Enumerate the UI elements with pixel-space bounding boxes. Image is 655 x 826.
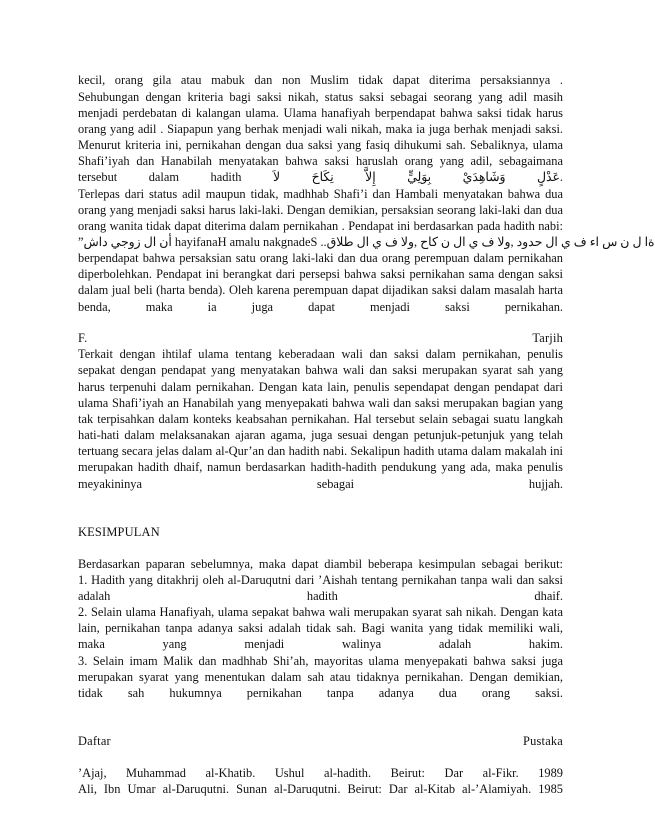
- paragraph-line: Berdasarkan paparan sebelumnya, maka dapat diambil beberapa kesimpulan sebagai berikut:: [78, 557, 563, 571]
- paragraph-line: kecil, orang gila atau mabuk dan non Muslim tidak dapat diterima persaksiannya .: [78, 73, 563, 87]
- conclusion-item: adalah hadith dhaif.: [78, 589, 563, 603]
- section-heading-tarjih: F. Tarjih: [78, 331, 563, 345]
- conclusion-item: 2. Selain ulama Hanafiyah, ulama sepakat bahwa wali merupakan syarat sah nikah. Dengan kata: [78, 605, 563, 619]
- bibliography-entry: ’Ajaj, Muhammad al-Khatib. Ushul al-hadith. Beirut: Dar al-Fikr. 1989: [78, 766, 563, 780]
- paragraph-line: Menurut kriteria ini, pernikahan dengan dua saksi yang fasiq dihukumi sah. Sebaliknya, ulama: [78, 138, 563, 152]
- section-heading-kesimpulan: KESIMPULAN: [78, 525, 160, 539]
- paragraph-line: tersebut dalam hadith عَدْلٍ وَشَاهِدَيْ بِوَلِيٍّ إِلاَّ نِكَاحَ لاَ.: [78, 170, 564, 184]
- conclusion-item: lain, pernikahan tanpa adanya saksi adalah tidak sah. Bagi wanita yang tidak memiliki wali,: [78, 621, 563, 635]
- paragraph-line: Sehubungan dengan kriteria bagi saksi nikah, status saksi sebagai seorang yang adil masih: [78, 90, 563, 104]
- paragraph-line: meyakininya sebagai hujjah.: [78, 477, 563, 491]
- paragraph-line: Terlepas dari status adil maupun tidak, madhhab Shafi’i dan Hambali menyatakan bahwa dua: [78, 187, 563, 201]
- paragraph-line: benda, maka ia juga dapat menjadi saksi pernikahan.: [78, 300, 563, 314]
- paragraph-line: ulama Shafi’iyah an Hanabilah yang menyepakati bahwa wali dan saksi merupakan bagian yang: [78, 396, 563, 410]
- paragraph-line: berpendapat bahwa persaksian satu orang laki-laki dan dua orang perempuan dalam pernikahan: [78, 251, 563, 265]
- conclusion-item: 3. Selain imam Malik dan madhhab Shi’ah, mayoritas ulama menyepakati bahwa saksi juga: [78, 654, 563, 668]
- conclusion-item: merupakan syarat yang menentukan dalam sah atau tidaknya pernikahan. Dengan demikian,: [78, 670, 563, 684]
- paragraph-line: harus terpenuhi dalam pernikahan. Dengan kata lain, penulis sependapat dengan pendapat dari: [78, 380, 563, 394]
- paragraph-line: orang wanita tidak dapat diterima dalam pernikahan . Pendapat ini berdasarkan pada hadith nabi:: [78, 219, 563, 233]
- section-heading-daftar-pustaka: Daftar Pustaka: [78, 734, 563, 748]
- paragraph-line: orang yang menjadi saksi harus laki-laki. Dengan demikian, persaksian seorang laki-laki dan dua: [78, 203, 563, 217]
- paragraph-line: diperbolehkan. Pendapat ini berangkat dari persepsi bahwa saksi pernikahan sama dengan saksi: [78, 267, 563, 281]
- paragraph-line: dalam jual beli (harta benda). Oleh karena perempuan dapat dijadikan saksi dalam masalah harta: [78, 283, 563, 297]
- paragraph-line: tak terpisahkan dalam konteks keabsahan pernikahan. Hal tersebut selain sebagai suatu langkah: [78, 412, 563, 426]
- hadith-quote-line: ”أن ال زوجي داش hayifanaH amalu nakgnadeS ..ةا ل ن س اء ف ي ال حدود ,ولا ف ي ال ن كاح ,ولا ف ي ال طلاق: [78, 235, 655, 249]
- paragraph-line: hati-hati dalam melaksanakan ajaran agama, juga sesuai dengan petunjuk-petunjuk yang telah: [78, 428, 563, 442]
- paragraph-line: Terkait dengan ihtilaf ulama tentang keberadaan wali dan saksi dalam pernikahan, penulis: [78, 347, 563, 361]
- bibliography-entry: Ali, Ibn Umar al-Daruqutni. Sunan al-Daruqutni. Beirut: Dar al-Kitab al-’Alamiyah. 1985: [78, 782, 563, 796]
- paragraph-line: orang yang adil . Siapapun yang berhak menjadi wali nikah, maka ia juga berhak menjadi saksi.: [78, 122, 563, 136]
- paragraph-line: Shafi’iyah dan Hanabilah menyatakan bahwa saksi haruslah orang yang adil, sebagaimana: [78, 154, 563, 168]
- conclusion-item: 1. Hadith yang ditakhrij oleh al-Daruqutni dari ’Aishah tentang pernikahan tanpa wali dan saksi: [78, 573, 563, 587]
- paragraph-line: merupakan hadith dhaif, namun berdasarkan hadith-hadith pendukung yang ada, maka penulis: [78, 460, 563, 474]
- conclusion-item: maka yang menjadi walinya adalah hakim.: [78, 637, 563, 651]
- paragraph-line: tertuang secara jelas dalam al-Qur’an dan hadith nabi. Sekalipun hadith utama dalam makalah ini: [78, 444, 563, 458]
- paragraph-line: menjadi perdebatan di kalangan ulama. Ulama hanafiyah berpendapat bahwa saksi tidak harus: [78, 106, 563, 120]
- conclusion-item: tidak sah hukumnya pernikahan tanpa adanya dua orang saksi.: [78, 686, 563, 700]
- paragraph-line: sepakat dengan pendapat yang menyatakan bahwa wali dan saksi merupakan syarat sah yang: [78, 363, 563, 377]
